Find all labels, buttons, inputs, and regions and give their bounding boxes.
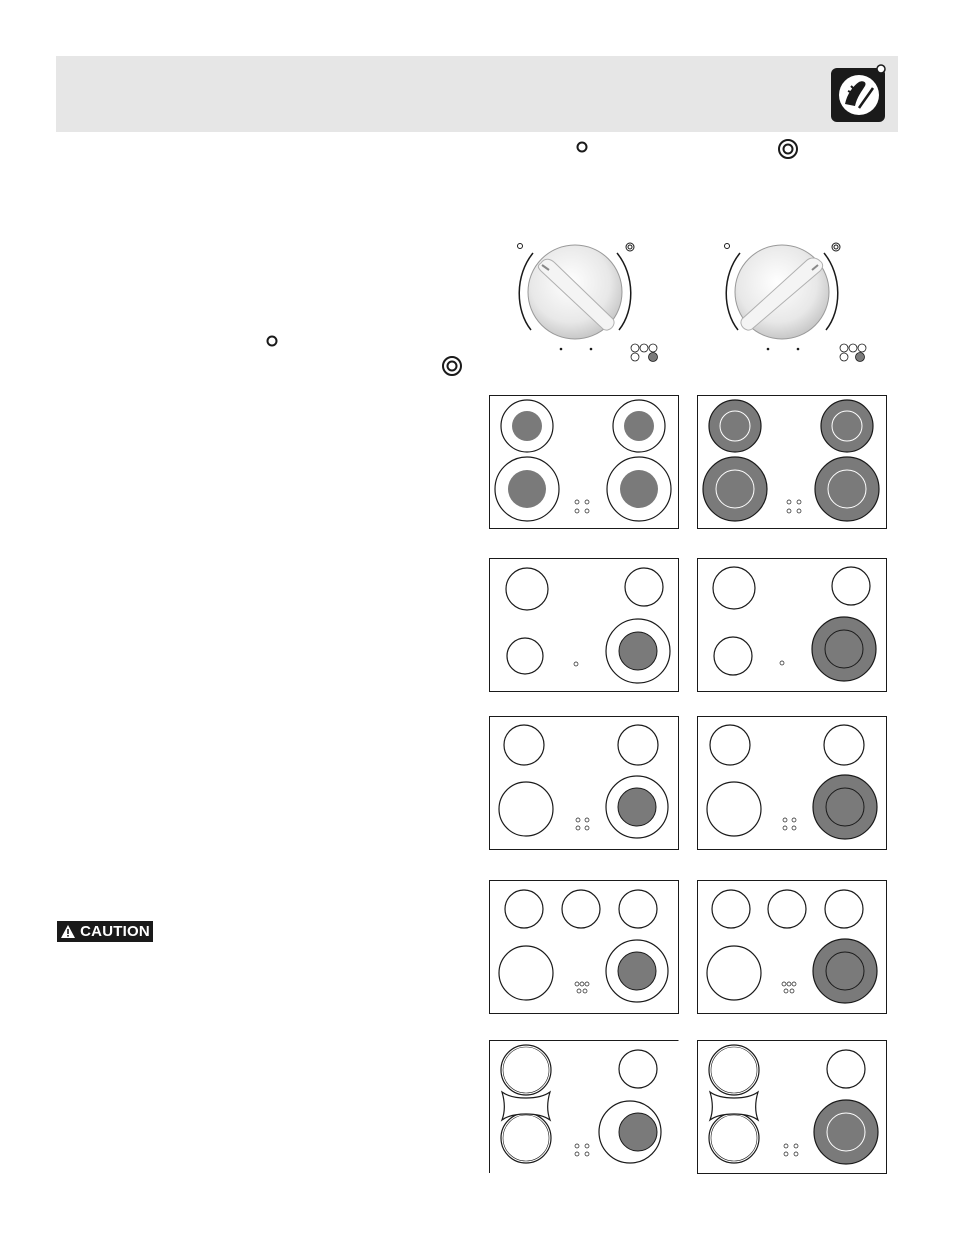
cooktop-bridge-single-on	[489, 1040, 679, 1174]
cooktop-all-dual-single-on	[489, 395, 679, 529]
cooktop-bridge-both-on	[697, 1040, 887, 1174]
warning-triangle-icon	[60, 924, 76, 939]
cooktop-five-element-both-on	[697, 880, 887, 1014]
cooktop-right-rear-dual-both-on	[697, 558, 887, 692]
header-band	[56, 56, 898, 132]
cooktop-right-front-dual-single-on	[489, 716, 679, 850]
cooktop-five-element-single-on	[489, 880, 679, 1014]
cooktop-right-rear-dual-single-on	[489, 558, 679, 692]
control-knob-single	[505, 235, 665, 365]
dual-ring-symbol-icon	[440, 354, 464, 378]
single-ring-symbol-icon	[575, 140, 589, 154]
control-knob-dual	[712, 235, 872, 365]
dual-ring-symbol-icon	[776, 137, 800, 161]
caution-label: CAUTION	[80, 923, 150, 940]
caution-badge	[57, 921, 153, 942]
single-ring-symbol-icon	[265, 334, 279, 348]
cooktop-right-front-dual-both-on	[697, 716, 887, 850]
cooking-hand-icon	[829, 64, 889, 124]
cooktop-all-dual-both-on	[697, 395, 887, 529]
